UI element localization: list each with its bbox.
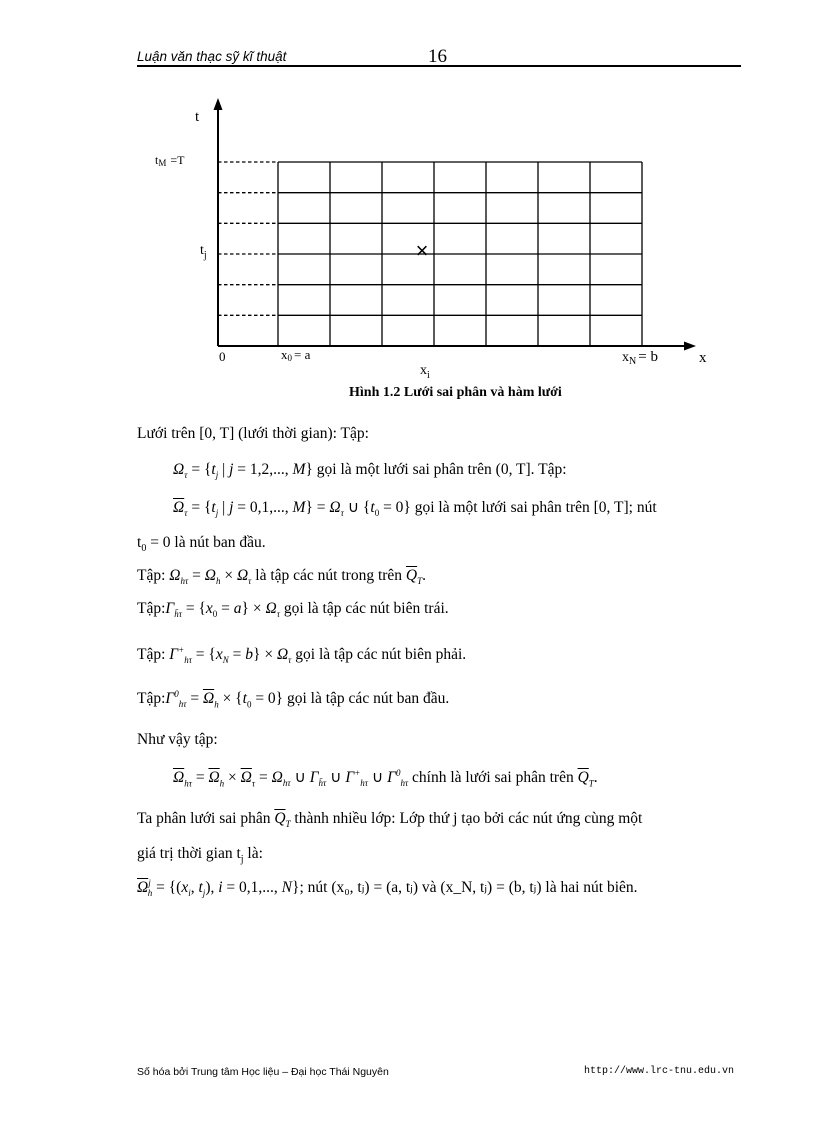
paragraph-layers: Ta phân lưới sai phân $\overline{Q}_T$ thành nhiều lớp: Lớp thứ j tạo bởi các nút ứng cùng một (137, 810, 643, 830)
figure-caption: Hình 1.2 Lưới sai phân và hàm lưới (349, 385, 562, 400)
dashed-guides (218, 162, 278, 315)
x-axis-arrow (684, 342, 696, 351)
paragraph-so-set: Như vậy tập: (137, 731, 218, 748)
t-axis-arrow (214, 98, 223, 110)
xN-label: $x_N = b$ (622, 349, 658, 367)
footer-source: Số hóa bởi Trung tâm Học liệu – Đại học Thái Nguyên (137, 1066, 389, 1078)
paragraph-time-grid: Lưới trên [0, T] (lưới thời gian): Tập: (137, 425, 369, 442)
equation-right-boundary: Tập: $\Gamma^+_{h\tau} = \{x_N = b\} \times \Omega_\tau$ gọi là tập các nút biên phải. (137, 645, 467, 666)
x-axis-label: x (699, 350, 707, 366)
grid-lines (278, 162, 642, 346)
tM-label: tM =T (155, 153, 185, 168)
equation-full-grid: $\overline{\Omega}_{h\tau} = \overline{\Omega}_h \times \overline{\Omega}_\tau = \Omega_{h\tau}$ ∪ $\Gamma_{h̄\tau}$ ∪ $\Gamma^+_{h\tau}$ ∪ $\Gamma^0_{h\tau}$ chính là lưới sai phân trên $\overline{Q}_T$. (173, 768, 598, 789)
equation-omega-tau: $\Omega_\tau = \{t_j$ | j = 1,2,..., M} gọi là một lưới sai phân trên (0, T]. Tập: (173, 461, 567, 481)
equation-initial-nodes: $Tập:\Gamma^0_{h\tau} = \overline{\Omega}_h \times \{t_0 = 0\}$ gọi là tập các nút ban đầu. (137, 689, 450, 710)
x0-label: x0 = a (281, 347, 311, 363)
paragraph-time-value: giá trị thời gian $t_j$ là: (137, 845, 263, 866)
equation-interior-nodes: Tập: $\Omega_{h\tau} = \Omega_h \times \Omega_\tau$ là tập các nút trong trên $\overline{Q}_T$. (137, 567, 427, 587)
marker-x-icon: × (415, 238, 429, 263)
paragraph-initial-node: $t_0 = 0$ là nút ban đầu. (137, 534, 266, 555)
equation-left-boundary: $Tập:\Gamma_{h̄\tau} = \{x_0 = a\} \times \Omega_\tau$ gọi là tập các nút biên trái. (137, 600, 449, 620)
header-title: Luận văn thạc sỹ kĩ thuật (137, 49, 287, 64)
footer-url[interactable]: http://www.lrc-tnu.edu.vn (584, 1066, 735, 1077)
tj-label: $t_j$ (200, 243, 207, 261)
grid-figure (0, 0, 816, 400)
origin-label: 0 (219, 349, 226, 364)
equation-omega-tau-closed: $\overline{\Omega}_\tau = \{t_j$ | j = 0,1,..., $M\} = \Omega_\tau$ ∪ $\{t_0 = 0\}$ gọi là một lưới sai phân trên [0, T]; nút (173, 499, 657, 519)
xi-label: $x_i$ (420, 363, 430, 381)
page-number: 16 (428, 46, 447, 67)
equation-layer-j: $\overline{\Omega}^j_h = \{(x_i$, $t_j$), i = 0,1,..., N}; nút (x₀, tⱼ) = (a, tⱼ) và (x_N, tⱼ) = (b, tⱼ) là hai nút biên. (137, 878, 638, 899)
t-axis-label: t (195, 109, 200, 125)
